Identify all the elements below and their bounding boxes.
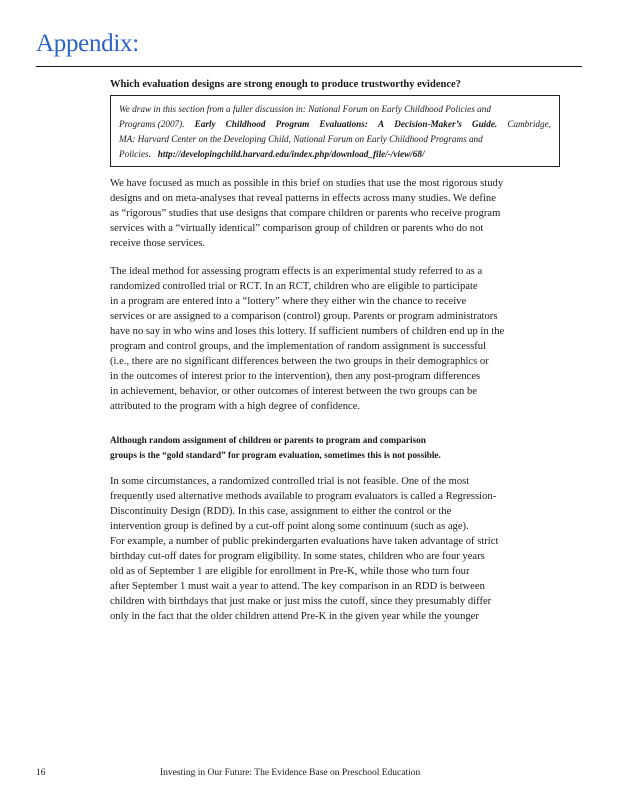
text-line: in achievement, behavior, or other outcomes of interest between the two groups can be: [110, 386, 477, 397]
callout-word: Program: [275, 119, 310, 129]
callout-link[interactable]: http://developingchild.harvard.edu/index.php/download_file/-/view/68/: [157, 149, 425, 159]
text-line: designs and on meta-analyses that reveal patterns in effects across many studies. We define: [110, 193, 496, 204]
text-line: program and control groups, and the implementation of random assignment is successful: [110, 341, 486, 352]
callout-word: Early: [194, 119, 216, 129]
text-line: in a program are entered into a “lottery” where they either win the chance to receive: [110, 296, 467, 307]
text-line: receive those services.: [110, 238, 206, 249]
text-line: intervention group is defined by a cut-off point along some continuum (such as age).: [110, 521, 469, 532]
text-line: Discontinuity Design (RDD). In this case, assignment to either the control or the: [110, 506, 452, 517]
page-title: Appendix:: [36, 30, 139, 57]
title-divider: [36, 66, 582, 67]
text-line: The ideal method for assessing program effects is an experimental study referred to as a: [110, 266, 483, 277]
pull-quote-line: Although random assignment of children or parents to program and comparison: [110, 435, 426, 445]
text-line: In some circumstances, a randomized controlled trial is not feasible. One of the most: [110, 476, 470, 487]
text-line: (i.e., there are no significant differences between the two groups in their demographics or: [110, 356, 489, 367]
text-line: attributed to the program with a high degree of confidence.: [110, 401, 361, 412]
callout-line-1: We draw in this section from a fuller discussion in: National Forum on Early Childhood Policies and: [119, 104, 491, 114]
text-line: frequently used alternative methods available to program evaluators is called a Regression-: [110, 491, 497, 502]
text-line: For example, a number of public prekindergarten evaluations have taken advantage of strict: [110, 536, 499, 547]
text-line: services with a “virtually identical” comparison group of children or parents who do not: [110, 223, 484, 234]
callout-line-4: [119, 147, 551, 162]
text-line: as “rigorous” studies that use designs that compare children or parents who receive program: [110, 208, 501, 219]
text-line: old as of September 1 are eligible for enrollment in Pre-K, while those who turn four: [110, 566, 470, 577]
paragraph-rdd: [110, 474, 510, 624]
text-line: birthday cut-off dates for program eligibility. In some states, children who are four years: [110, 551, 485, 562]
callout-word: Programs (2007).: [119, 119, 185, 129]
callout-word: Cambridge,: [507, 119, 551, 129]
callout-word: Childhood: [225, 119, 266, 129]
section-question: Which evaluation designs are strong enough to produce trustworthy evidence?: [110, 79, 461, 90]
callout-word: A: [378, 119, 385, 129]
callout-line-3: MA: Harvard Center on the Developing Child, National Forum on Early Childhood Programs and: [119, 134, 483, 144]
text-line: after September 1 must wait a year to attend. The key comparison in an RDD is between: [110, 581, 485, 592]
source-callout-box: [110, 95, 560, 167]
pull-quote: [110, 433, 510, 463]
text-line: randomized controlled trial or RCT. In an RCT, children who are eligible to participate: [110, 281, 478, 292]
running-title: Investing in Our Future: The Evidence Base on Preschool Education: [160, 768, 421, 778]
text-line: in the outcomes of interest prior to the intervention), then any post-program differences: [110, 371, 481, 382]
pull-quote-line: groups is the “gold standard” for program evaluation, sometimes this is not possible.: [110, 450, 441, 460]
paragraph-rct: [110, 264, 510, 414]
paragraph-rigorous-studies: [110, 176, 510, 251]
text-line: children with birthdays that just make or just miss the cutoff, since they presumably differ: [110, 596, 492, 607]
callout-word: Policies.: [119, 149, 151, 159]
text-line: We have focused as much as possible in this brief on studies that use the most rigorous study: [110, 178, 504, 189]
text-line: only in the fact that the older children attend Pre-K in the given year while the younger: [110, 611, 479, 622]
text-line: services or are assigned to a comparison (control) group. Parents or program administrators: [110, 311, 498, 322]
callout-word: Evaluations:: [319, 119, 368, 129]
callout-word: Guide.: [471, 119, 498, 129]
text-line: have no say in who wins and loses this lottery. If sufficient numbers of children end up in the: [110, 326, 505, 337]
callout-line-2: [119, 117, 551, 132]
page-number: 16: [36, 768, 46, 778]
callout-word: Decision-Maker’s: [394, 119, 462, 129]
